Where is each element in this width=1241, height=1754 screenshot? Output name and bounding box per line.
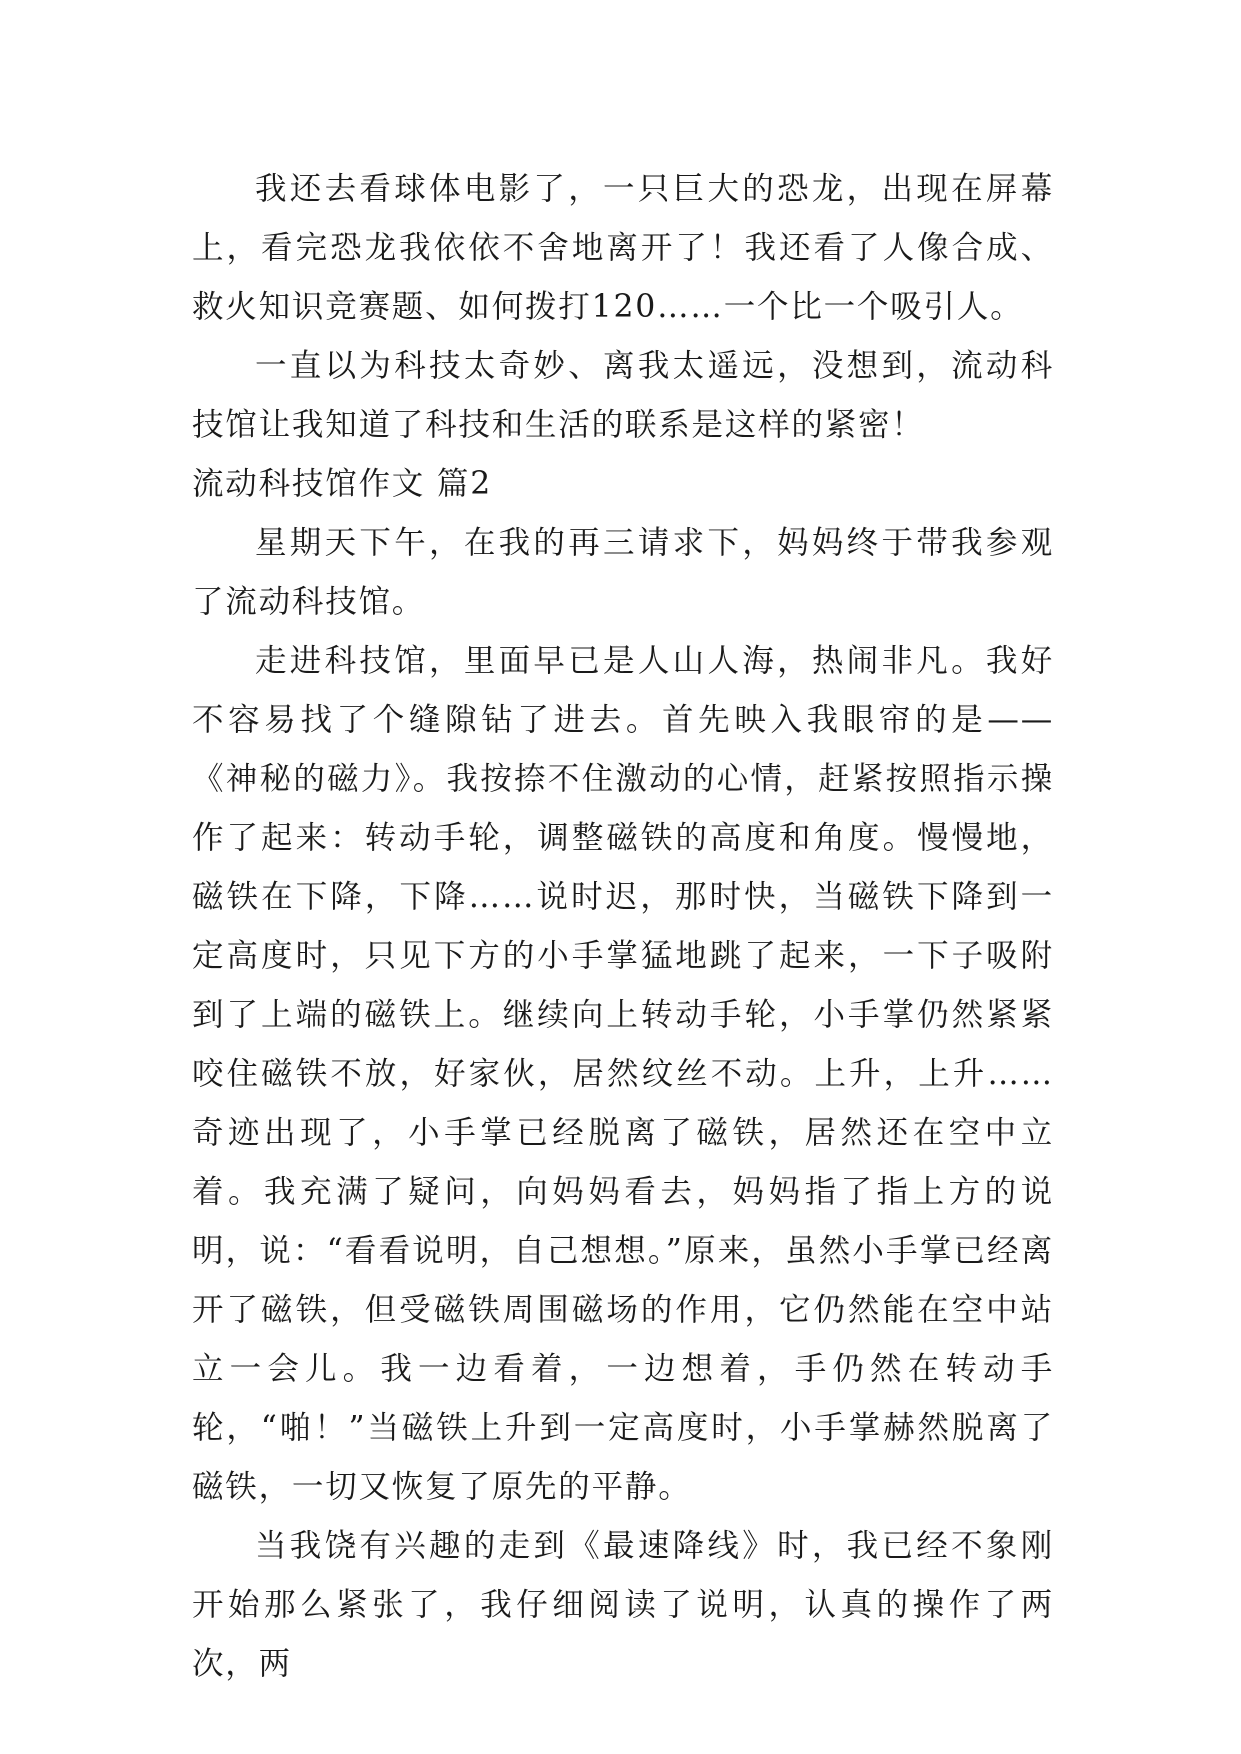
paragraph-sunday-visit: 星期天下午，在我的再三请求下，妈妈终于带我参观了流动科技馆。 [192, 525, 1054, 620]
article-body [192, 160, 1054, 1694]
section-heading: 流动科技馆作文 篇2 [192, 466, 493, 502]
paragraph-magnetic-force: 走进科技馆，里面早已是人山人海，热闹非凡。我好不容易找了个缝隙钻了进去。首先映入我眼帘的是——《神秘的磁力》。我按捺不住激动的心情，赶紧按照指示操作了起来：转动手轮，调整磁铁的高度和角度。慢慢地，磁铁在下降，下降……说时迟，那时快，当磁铁下降到一定高度时，只见下方的小手掌猛地跳了起来，一下子吸附到了上端的磁铁上。继续向上转动手轮，小手掌仍然紧紧咬住磁铁不放，好家伙，居然纹丝不动。上升，上升……奇迹出现了，小手掌已经脱离了磁铁，居然还在空中立着。我充满了疑问，向妈妈看去，妈妈指了指上方的说明，说：“看看说明，自己想想。”原来，虽然小手掌已经离开了磁铁，但受磁铁周围磁场的作用，它仍然能在空中站立一会儿。我一边看着，一边想着，手仍然在转动手轮，“啪！”当磁铁上升到一定高度时，小手掌赫然脱离了磁铁，一切又恢复了原先的平静。 [192, 643, 1054, 1505]
paragraph-fastest-descent: 当我饶有兴趣的走到《最速降线》时，我已经不象刚开始那么紧张了，我仔细阅读了说明，认真的操作了两次，两 [192, 1528, 1054, 1682]
paragraph-dinosaur-film: 我还去看球体电影了，一只巨大的恐龙，出现在屏幕上，看完恐龙我依依不舍地离开了！我还看了人像合成、救火知识竞赛题、如何拨打120……一个比一个吸引人。 [192, 171, 1054, 325]
paragraph-conclusion: 一直以为科技太奇妙、离我太遥远，没想到，流动科技馆让我知道了科技和生活的联系是这样的紧密！ [192, 348, 1054, 443]
